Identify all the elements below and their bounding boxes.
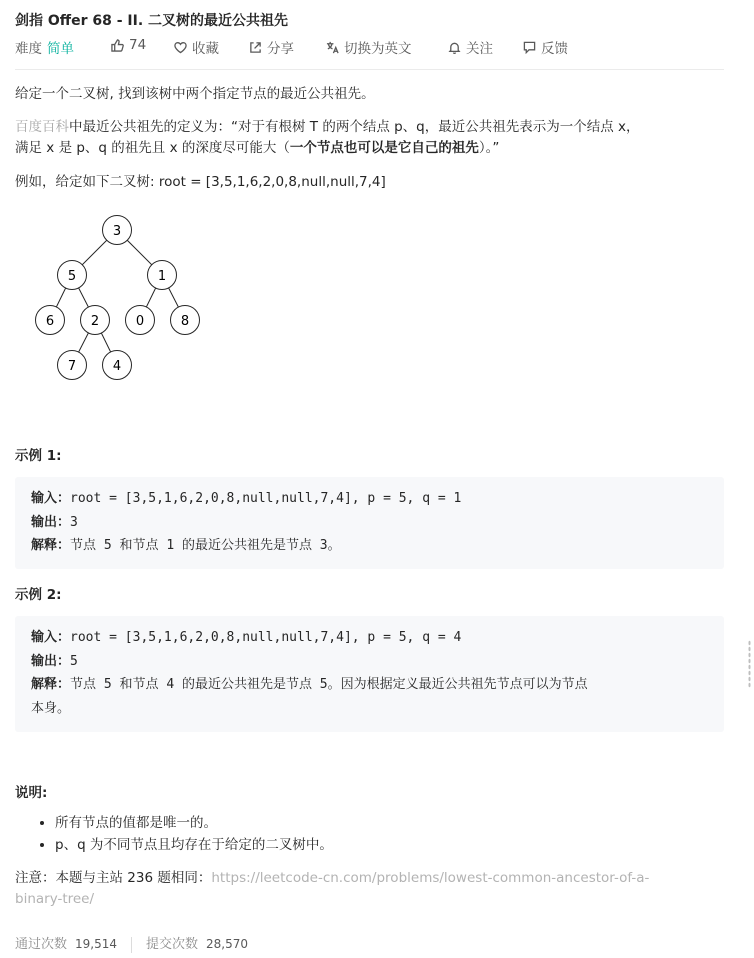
bell-icon (448, 41, 461, 54)
share-icon (249, 41, 262, 54)
tree-node-root (103, 216, 132, 245)
tree-node (81, 306, 110, 335)
example-2-heading: 示例 2: (15, 587, 62, 603)
binary-tree-diagram (15, 208, 215, 388)
header-divider (15, 69, 724, 70)
svg-text:1: 1 (157, 269, 167, 284)
accepted-count: 19,514 (75, 937, 118, 951)
svg-text:4: 4 (112, 359, 122, 374)
example-1-heading: 示例 1: (15, 448, 62, 464)
tree-node (148, 261, 177, 290)
svg-text:2: 2 (90, 314, 100, 329)
svg-text:3: 3 (112, 224, 122, 239)
notes-heading: 说明: (15, 785, 48, 801)
example-1-block: 输入：root = [3,5,1,6,2,0,8,null,null,7,4], p = 5, q = 1 输出：3 解释：节点 5 和节点 1 的最近公共祖先是节点 3。 (15, 477, 724, 569)
main-site-link-cont[interactable]: binary-tree/ (15, 891, 95, 907)
difficulty-label: 难度 (15, 41, 42, 57)
tree-node (126, 306, 155, 335)
like-count: 74 (129, 37, 147, 53)
thumbs-up-icon (111, 39, 124, 52)
problem-intro: 给定一个二叉树, 找到该树中两个指定节点的最近公共祖先。 (15, 86, 375, 102)
example-2-block: 输入：root = [3,5,1,6,2,0,8,null,null,7,4], p = 5, q = 4 输出：5 解释：节点 5 和节点 4 的最近公共祖先是节点 5。因为根据定义最近公共祖先节点可以为节点 本身。 (15, 616, 724, 732)
switch-language-button[interactable]: 切换为英文 (326, 37, 412, 57)
svg-text:0: 0 (135, 314, 145, 329)
example-intro: 例如，给定如下二叉树: root = [3,5,1,6,2,0,8,null,null,7,4] (15, 174, 386, 190)
like-button[interactable] (111, 37, 146, 53)
submission-stats (15, 933, 248, 953)
list-item: • 所有节点的值都是唯一的。 (55, 812, 333, 834)
feedback-button[interactable]: 反馈 (523, 37, 568, 57)
translate-icon (326, 41, 339, 54)
heart-icon (174, 41, 187, 54)
accepted-label: 通过次数 (15, 937, 68, 952)
svg-text:7: 7 (67, 359, 77, 374)
resize-handle[interactable] (748, 640, 751, 688)
lca-definition: 百度百科中最近公共祖先的定义为：“对于有根树 T 的两个结点 p、q，最近公共祖先表示为一个结点 x， 满足 x 是 p、q 的祖先且 x 的深度尽可能大（一个节点也可以是它自己的祖先）。” (15, 119, 640, 156)
tree-node (58, 261, 87, 290)
list-item: • p、q 为不同节点且均存在于给定的二叉树中。 (55, 834, 333, 856)
tree-node (36, 306, 65, 335)
note-same-problem: 注意：本题与主站 236 题相同：https://leetcode-cn.com/problems/lowest-common-ancestor-of-a- binary-tree/ (15, 870, 650, 907)
svg-text:6: 6 (45, 314, 55, 329)
svg-text:5: 5 (67, 269, 77, 284)
main-site-link[interactable]: https://leetcode-cn.com/problems/lowest-common-ancestor-of-a- (211, 870, 650, 886)
tree-node (171, 306, 200, 335)
submitted-count: 28,570 (206, 937, 249, 951)
follow-button[interactable]: 关注 (448, 37, 493, 57)
notes-list (15, 812, 333, 856)
tree-node (58, 351, 87, 380)
feedback-icon (523, 41, 536, 54)
baike-link[interactable]: 百度百科 (15, 119, 69, 135)
svg-text:8: 8 (180, 314, 190, 329)
share-button[interactable]: 分享 (249, 37, 294, 57)
difficulty-badge: 简单 (47, 41, 74, 57)
submitted-label: 提交次数 (146, 937, 199, 952)
problem-title: 剑指 Offer 68 - II. 二叉树的最近公共祖先 (15, 13, 289, 29)
favorite-button[interactable]: 收藏 (174, 37, 219, 57)
tree-node (103, 351, 132, 380)
